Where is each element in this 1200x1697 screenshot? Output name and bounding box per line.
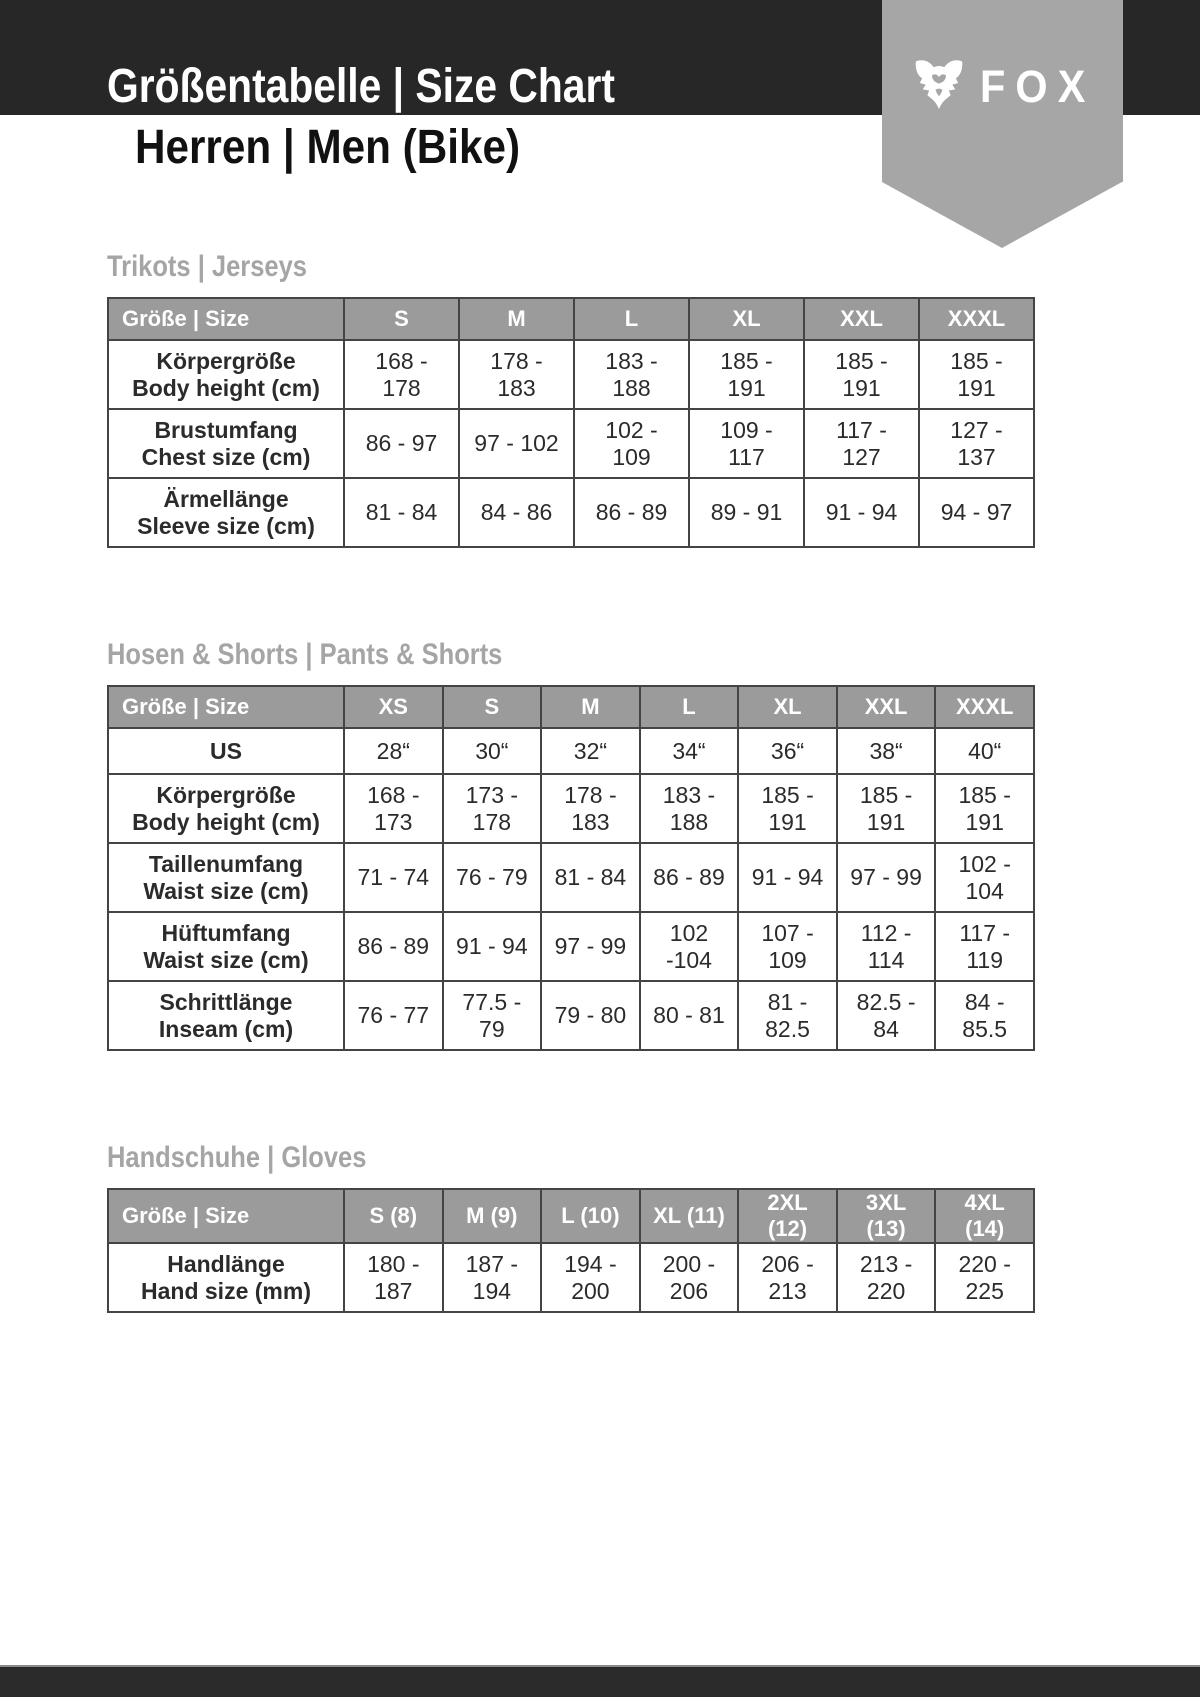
size-value-cell: 71 - 74 (344, 843, 443, 912)
size-value-cell: 30“ (443, 728, 542, 774)
size-value-cell: 200 - 206 (640, 1243, 739, 1312)
row-label (108, 981, 344, 1050)
size-value-cell: 185 - 191 (919, 340, 1034, 409)
size-value-cell: 97 - 99 (837, 843, 936, 912)
banner-body (882, 0, 1123, 182)
banner-tip (882, 182, 1122, 248)
table-row (108, 912, 1034, 981)
size-value-cell: 28“ (344, 728, 443, 774)
size-header-cell: XXXL (919, 298, 1034, 340)
row-label-de: Körpergröße (156, 781, 296, 808)
size-header-cell: XL (11) (640, 1189, 739, 1243)
row-label-de: Schrittlänge (159, 988, 293, 1015)
size-header-cell: L (574, 298, 689, 340)
size-label-header-cell: Größe | Size (108, 686, 344, 728)
size-value-cell: 38“ (837, 728, 936, 774)
size-value-cell: 91 - 94 (804, 478, 919, 547)
size-value-cell: 102 - 104 (935, 843, 1034, 912)
size-value-cell: 183 - 188 (640, 774, 739, 843)
size-value-cell: 76 - 79 (443, 843, 542, 912)
table-row (108, 340, 1034, 409)
row-label (108, 340, 344, 409)
row-label (108, 409, 344, 478)
size-header-cell: XXL (837, 686, 936, 728)
size-value-cell: 34“ (640, 728, 739, 774)
size-value-cell: 36“ (738, 728, 837, 774)
size-value-cell: 127 - 137 (919, 409, 1034, 478)
footer-bar (0, 1665, 1200, 1697)
row-label (108, 912, 344, 981)
size-value-cell: 84 - 85.5 (935, 981, 1034, 1050)
fox-logo-banner (882, 0, 1123, 248)
row-label-en: Waist size (cm) (143, 946, 309, 973)
size-header-cell: 2XL (12) (738, 1189, 837, 1243)
size-value-cell: 84 - 86 (459, 478, 574, 547)
row-label (108, 478, 344, 547)
table-header-row (108, 686, 1034, 728)
size-header-cell: XXXL (935, 686, 1034, 728)
row-label (108, 843, 344, 912)
size-table (107, 297, 1035, 548)
size-table (107, 1188, 1035, 1313)
size-value-cell: 112 - 114 (837, 912, 936, 981)
size-value-cell: 81 - 82.5 (738, 981, 837, 1050)
table-row (108, 774, 1034, 843)
row-label-en: Chest size (cm) (141, 443, 311, 470)
size-value-cell: 32“ (541, 728, 640, 774)
size-value-cell: 185 - 191 (689, 340, 804, 409)
row-label (108, 1243, 344, 1312)
size-value-cell: 117 - 127 (804, 409, 919, 478)
table-row (108, 1243, 1034, 1312)
row-label-en: Body height (cm) (132, 374, 320, 401)
size-header-cell: 3XL (13) (837, 1189, 936, 1243)
size-value-cell: 81 - 84 (541, 843, 640, 912)
row-label (108, 774, 344, 843)
size-header-cell: L (10) (541, 1189, 640, 1243)
size-value-cell: 178 - 183 (541, 774, 640, 843)
size-value-cell: 97 - 102 (459, 409, 574, 478)
size-value-cell: 178 - 183 (459, 340, 574, 409)
size-value-cell: 180 - 187 (344, 1243, 443, 1312)
size-value-cell: 94 - 97 (919, 478, 1034, 547)
size-header-cell: S (443, 686, 542, 728)
row-label-de: Brustumfang (154, 416, 298, 443)
fox-head-icon (910, 58, 968, 116)
row-label (108, 728, 344, 774)
size-value-cell: 185 - 191 (935, 774, 1034, 843)
size-value-cell: 107 - 109 (738, 912, 837, 981)
row-label-de: Handlänge (167, 1250, 285, 1277)
table-row (108, 478, 1034, 547)
size-value-cell: 109 - 117 (689, 409, 804, 478)
size-value-cell: 117 - 119 (935, 912, 1034, 981)
size-value-cell: 187 - 194 (443, 1243, 542, 1312)
size-header-cell: XL (738, 686, 837, 728)
row-label-de: Taillenumfang (148, 850, 304, 877)
table-header-row (108, 298, 1034, 340)
table-row (108, 728, 1034, 774)
size-header-cell: S (8) (344, 1189, 443, 1243)
section-title: Handschuhe | Gloves (107, 1141, 367, 1174)
size-header-cell: S (344, 298, 459, 340)
size-value-cell: 80 - 81 (640, 981, 739, 1050)
size-value-cell: 168 - 173 (344, 774, 443, 843)
size-value-cell: 185 - 191 (837, 774, 936, 843)
size-header-cell: XL (689, 298, 804, 340)
size-value-cell: 185 - 191 (738, 774, 837, 843)
size-value-cell: 89 - 91 (689, 478, 804, 547)
row-label-de: Körpergröße (156, 347, 296, 374)
content (107, 178, 1035, 1313)
row-label-en: Sleeve size (cm) (137, 512, 315, 539)
size-header-cell: XS (344, 686, 443, 728)
size-value-cell: 86 - 89 (640, 843, 739, 912)
table-header-row (108, 1189, 1034, 1243)
brand-wordmark: FOX (980, 61, 1096, 112)
size-value-cell: 206 - 213 (738, 1243, 837, 1312)
size-value-cell: 91 - 94 (443, 912, 542, 981)
size-value-cell: 79 - 80 (541, 981, 640, 1050)
size-table (107, 685, 1035, 1051)
size-value-cell: 220 - 225 (935, 1243, 1034, 1312)
size-value-cell: 86 - 89 (344, 912, 443, 981)
size-label-header-cell: Größe | Size (108, 298, 344, 340)
size-value-cell: 173 - 178 (443, 774, 542, 843)
size-value-cell: 168 - 178 (344, 340, 459, 409)
table-row (108, 409, 1034, 478)
size-value-cell: 185 - 191 (804, 340, 919, 409)
size-header-cell: M (541, 686, 640, 728)
size-value-cell: 86 - 97 (344, 409, 459, 478)
row-label-de: US (210, 737, 242, 764)
row-label-de: Ärmellänge (163, 485, 289, 512)
page-title: Größentabelle | Size Chart (107, 60, 615, 113)
section-title: Trikots | Jerseys (107, 250, 307, 283)
size-value-cell: 76 - 77 (344, 981, 443, 1050)
size-value-cell: 77.5 - 79 (443, 981, 542, 1050)
size-value-cell: 91 - 94 (738, 843, 837, 912)
size-value-cell: 82.5 - 84 (837, 981, 936, 1050)
size-value-cell: 97 - 99 (541, 912, 640, 981)
section-title: Hosen & Shorts | Pants & Shorts (107, 638, 503, 671)
table-row (108, 843, 1034, 912)
row-label-en: Hand size (mm) (141, 1277, 311, 1304)
row-label-en: Waist size (cm) (143, 877, 309, 904)
size-header-cell: XXL (804, 298, 919, 340)
size-value-cell: 194 - 200 (541, 1243, 640, 1312)
row-label-de: Hüftumfang (161, 919, 291, 946)
size-header-cell: M (9) (443, 1189, 542, 1243)
size-value-cell: 81 - 84 (344, 478, 459, 547)
size-header-cell: M (459, 298, 574, 340)
size-value-cell: 213 - 220 (837, 1243, 936, 1312)
size-value-cell: 86 - 89 (574, 478, 689, 547)
size-header-cell: 4XL (14) (935, 1189, 1034, 1243)
table-row (108, 981, 1034, 1050)
row-label-en: Body height (cm) (132, 808, 320, 835)
size-value-cell: 40“ (935, 728, 1034, 774)
row-label-en: Inseam (cm) (158, 1015, 294, 1042)
size-header-cell: L (640, 686, 739, 728)
size-value-cell: 102 - 109 (574, 409, 689, 478)
size-value-cell: 183 - 188 (574, 340, 689, 409)
size-value-cell: 102 -104 (640, 912, 739, 981)
page-subtitle: Herren | Men (Bike) (135, 121, 521, 174)
size-label-header-cell: Größe | Size (108, 1189, 344, 1243)
